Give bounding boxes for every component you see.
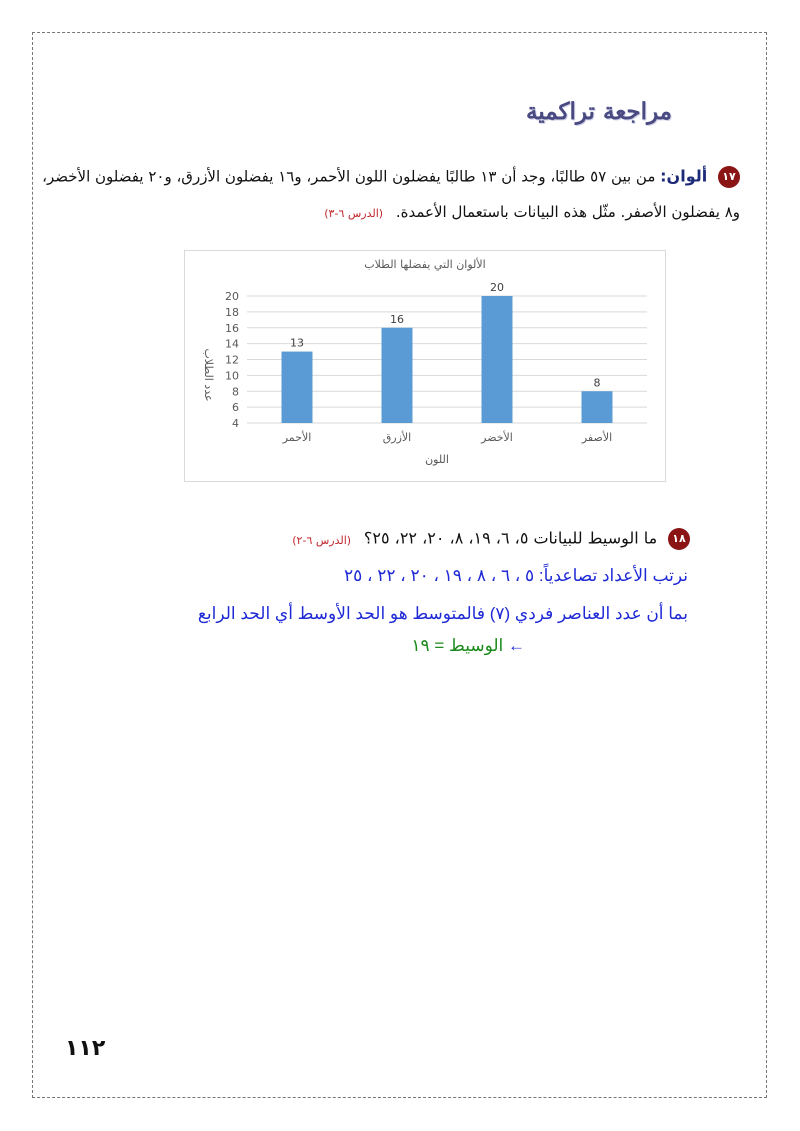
x-tick-label: الأصفر	[581, 431, 613, 444]
answer-line-1: نرتب الأعداد تصاعدياً: ٥ ، ٦ ، ٨ ، ١٩ ، ٢٠ ، ٢٢ ، ٢٥	[344, 566, 688, 585]
arrow-left-icon: ←	[508, 636, 525, 655]
page-frame	[32, 32, 767, 1098]
chart-x-axis-label: اللون	[425, 453, 449, 466]
question-17-number-badge: ١٧	[718, 166, 740, 188]
y-tick-label: 16	[225, 321, 239, 335]
answer-line-3	[411, 636, 525, 656]
page-number: ١١٢	[65, 1036, 106, 1061]
bar-chart-svg	[185, 251, 665, 481]
bar-value-label: 20	[490, 281, 504, 294]
bar-chart	[184, 250, 666, 482]
x-tick-label: الأخضر	[481, 431, 513, 444]
answer-line-2: بما أن عدد العناصر فردي (٧) فالمتوسط هو الحد الأوسط أي الحد الرابع	[197, 604, 688, 623]
bar	[482, 296, 513, 423]
question-17-lesson-ref: (الدرس ٦-٣)	[324, 207, 384, 220]
y-tick-label: 4	[232, 417, 239, 430]
question-17-text-line1: من بين ٥٧ طالبًا، وجد أن ١٣ طالبًا يفضلون اللون الأحمر، و١٦ يفضلون الأزرق، و٢٠ يفضلون الأخضر،	[42, 167, 656, 186]
question-18-number-badge: ١٨	[668, 528, 690, 550]
chart-y-tick-labels	[225, 290, 239, 430]
y-tick-label: 18	[225, 305, 239, 319]
bar-value-label: 8	[593, 376, 601, 390]
chart-x-tick-labels	[282, 430, 612, 444]
question-18-lesson-ref: (الدرس ٦-٢)	[292, 533, 352, 547]
section-title: مراجعة تراكمية	[525, 98, 672, 125]
question-18-text: ما الوسيط للبيانات ٥، ٦، ١٩، ٨، ٢٠، ٢٢، ٢٥؟	[363, 528, 658, 548]
y-tick-label: 10	[225, 369, 239, 383]
y-tick-label: 20	[225, 290, 239, 303]
bar	[382, 328, 413, 423]
bar-value-label: 13	[290, 336, 304, 350]
chart-title: الألوان التي يفضلها الطلاب	[364, 258, 486, 271]
x-tick-label: الأزرق	[382, 431, 412, 444]
bar	[582, 391, 613, 423]
answer-median-result: الوسيط = ١٩	[411, 636, 504, 655]
y-tick-label: 6	[232, 401, 239, 415]
bar	[282, 352, 313, 423]
y-tick-label: 14	[225, 337, 239, 351]
x-tick-label: الأحمر	[282, 431, 312, 444]
chart-y-axis-label: عدد الطلاب	[202, 348, 215, 402]
y-tick-label: 12	[225, 353, 239, 367]
question-17-line2	[324, 203, 740, 221]
y-tick-label: 8	[232, 385, 239, 399]
question-18-line	[292, 528, 690, 550]
bar-value-label: 16	[390, 312, 404, 326]
question-17-text-line2: و٨ يفضلون الأصفر. مثّل هذه البيانات باستعمال الأعمدة.	[395, 203, 740, 221]
question-17-keyword: ألوان:	[660, 166, 708, 186]
chart-data-labels	[290, 281, 601, 389]
question-17-line1	[42, 166, 740, 188]
